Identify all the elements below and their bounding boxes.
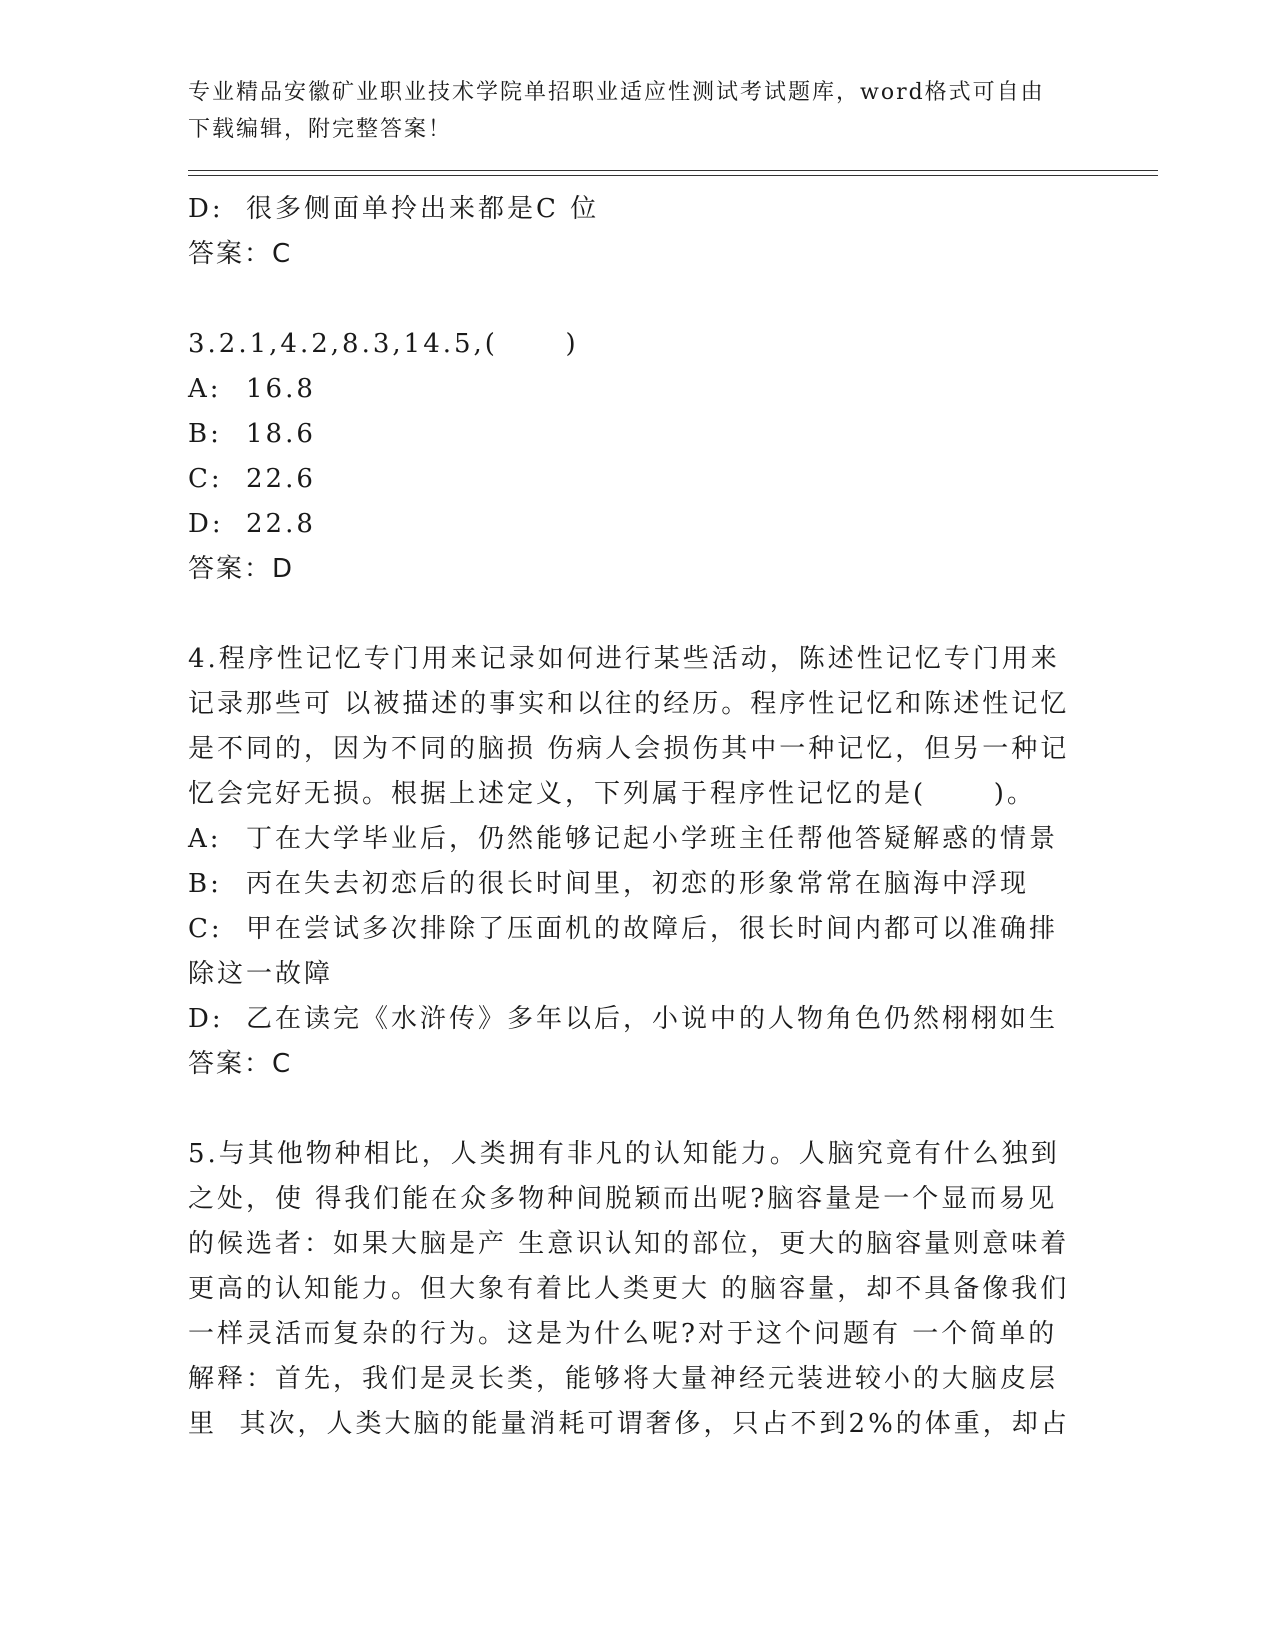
document-body [188, 187, 1078, 1447]
header-line-2: 下载编辑，附完整答案！ [188, 117, 453, 142]
option-label: C: [188, 914, 223, 944]
option-label: B: [188, 869, 222, 899]
option-label: D: [188, 509, 224, 539]
option-text: 22.8 [246, 509, 316, 539]
q3-answer: 答案：D [188, 554, 295, 584]
q3-option-c [188, 457, 1078, 502]
q3-option-b [188, 412, 1078, 457]
q5-stem-line-5: 一样灵活而复杂的行为。这是为什么呢?对于这个问题有 一个简单的 [188, 1319, 1058, 1349]
q4-option-d [188, 997, 1078, 1042]
q4-stem-line-2: 记录那些可 以被描述的事实和以往的经历。程序性记忆和陈述性记忆 [188, 689, 1070, 719]
q5-stem-line-2: 之处，使 得我们能在众多物种间脱颖而出呢?脑容量是一个显而易见 [188, 1184, 1058, 1214]
q3-option-d [188, 502, 1078, 547]
page-header [188, 74, 1068, 148]
q4-option-c-continuation: 除这一故障 [188, 959, 334, 989]
q5-stem-line-3: 的候选者：如果大脑是产 生意识认知的部位，更大的脑容量则意味着 [188, 1229, 1070, 1259]
q4-option-a [188, 817, 1078, 862]
option-text: 16.8 [246, 374, 316, 404]
q2-option-d [188, 187, 1078, 232]
option-label: D: [188, 194, 224, 224]
q5-stem-line-6: 解释：首先，我们是灵长类，能够将大量神经元装进较小的大脑皮层 [188, 1364, 1059, 1394]
q2-answer: 答案：C [188, 239, 293, 269]
option-label: A: [188, 374, 222, 404]
q3-option-a [188, 367, 1078, 412]
option-text: 甲在尝试多次排除了压面机的故障后，很长时间内都可以准确排 [246, 914, 1059, 944]
q4-stem-line-4: 忆会完好无损。根据上述定义，下列属于程序性记忆的是( )。 [188, 779, 1036, 809]
option-text: 丁在大学毕业后，仍然能够记起小学班主任帮他答疑解惑的情景 [246, 824, 1059, 854]
option-text: 乙在读完《水浒传》多年以后，小说中的人物角色仍然栩栩如生 [246, 1004, 1059, 1034]
q3-stem: 3.2.1,4.2,8.3,14.5,( ) [188, 329, 579, 359]
option-label: A: [188, 824, 222, 854]
header-line-1: 专业精品安徽矿业职业技术学院单招职业适应性测试考试题库，word格式可自由 [188, 80, 1045, 105]
option-text: 22.6 [246, 464, 316, 494]
header-rule-top [188, 170, 1158, 171]
option-text: 很多侧面单拎出来都是C 位 [246, 194, 600, 224]
option-text: 18.6 [246, 419, 316, 449]
option-text: 丙在失去初恋后的很长时间里，初恋的形象常常在脑海中浮现 [246, 869, 1030, 899]
q4-answer: 答案：C [188, 1049, 293, 1079]
header-rule-bottom [188, 175, 1158, 176]
option-label: B: [188, 419, 222, 449]
option-label: D: [188, 1004, 224, 1034]
q5-stem-line-4: 更高的认知能力。但大象有着比人类更大 的脑容量，却不具备像我们 [188, 1274, 1070, 1304]
q5-stem-line-7: 里 其次，人类大脑的能量消耗可谓奢侈，只占不到2%的体重，却占 [188, 1409, 1070, 1439]
q4-option-b [188, 862, 1078, 907]
option-label: C: [188, 464, 223, 494]
q4-stem-line-1: 4.程序性记忆专门用来记录如何进行某些活动，陈述性记忆专门用来 [188, 644, 1060, 674]
q5-stem-line-1: 5.与其他物种相比，人类拥有非凡的认知能力。人脑究竟有什么独到 [188, 1139, 1060, 1169]
q4-option-c [188, 907, 1078, 952]
q4-stem-line-3: 是不同的，因为不同的脑损 伤病人会损伤其中一种记忆，但另一种记 [188, 734, 1070, 764]
